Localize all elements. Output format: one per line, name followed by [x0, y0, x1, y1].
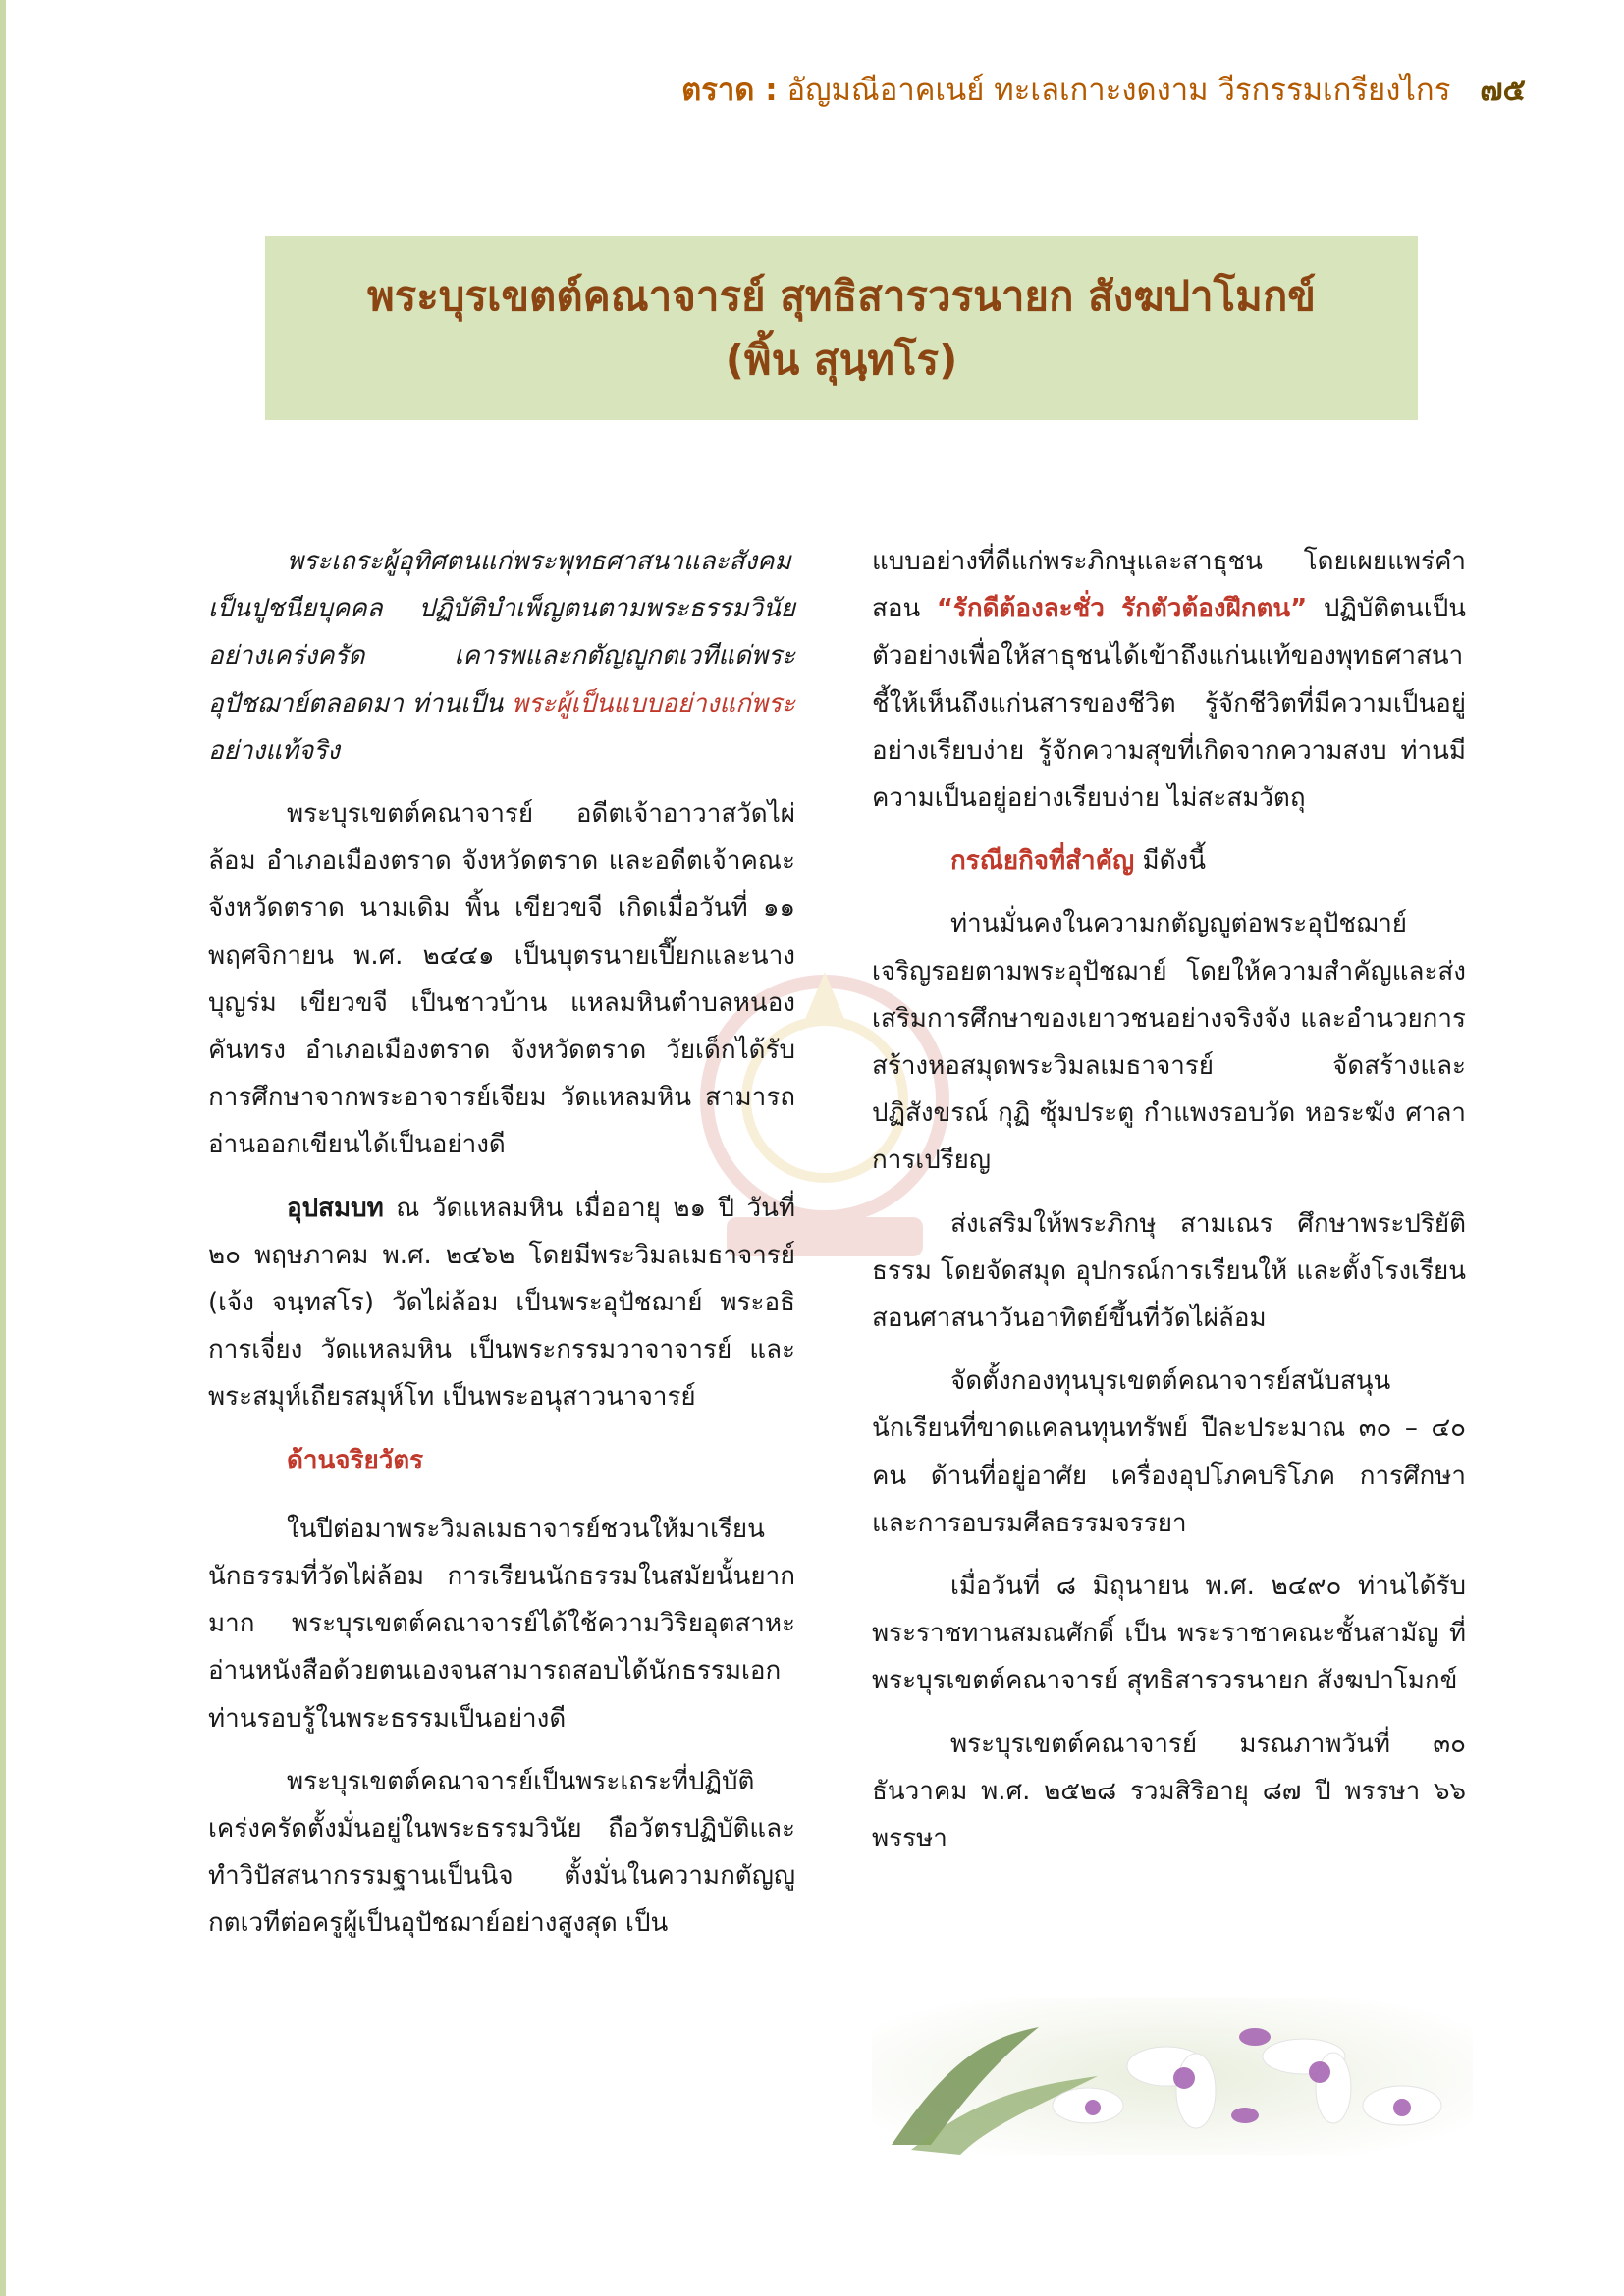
page-number: ๗๕ [1480, 73, 1526, 108]
intro-highlight: พระผู้เป็นแบบอย่างแก่พระ [512, 688, 795, 719]
paragraph-education: ส่งเสริมให้พระภิกษุ สามเณร ศึกษาพระปริยัติธรรม โดยจัดสมุด อุปกรณ์การเรียนให้ และตั้งโรงเรียนสอนศาสนาวันอาทิตย์ขึ้นที่วัดไผ่ล้อม [872, 1208, 1466, 1334]
paragraph-fund: จัดตั้งกองทุนบุรเขตต์คณาจารย์สนับสนุนนักเรียนที่ขาดแคลนทุนทรัพย์ ปีละประมาณ ๓๐ – ๔๐ คน ด้านที่อยู่อาศัย เครื่องอุปโภคบริโภค การศึกษา และการอบรมศีลธรรมจรรยา [872, 1366, 1466, 1538]
paragraph-teaching [872, 538, 1466, 822]
left-column [208, 538, 795, 1948]
header-prefix: ตราด : [681, 73, 778, 108]
right-column [872, 538, 1466, 1862]
section-heading-duties-line [872, 837, 1466, 884]
section-heading-conduct: ด้านจริยวัตร [287, 1445, 424, 1475]
paragraph-ordination [208, 1185, 795, 1421]
paragraph-biography: พระบุรเขตต์คณาจารย์ อดีตเจ้าอาวาสวัดไผ่ล้อม อำเภอเมืองตราด จังหวัดตราด และอดีตเจ้าคณะจังหวัดตราด นามเดิม พิ้น เขียวขจี เกิดเมื่อวันที่ ๑๑ พฤศจิกายน พ.ศ. ๒๔๔๑ เป็นบุตรนายเปี๊ยกและนางบุญร่ม เขียวขจี เป็นชาวบ้าน แหลมหินตำบลหนองคันทรง อำเภอเมืองตราด จังหวัดตราด วัยเด็กได้รับการศึกษาจากพระอาจารย์เจียม วัดแหลมหิน สามารถอ่านออกเขียนได้เป็นอย่างดี [208, 799, 795, 1160]
intro-paragraph [208, 538, 795, 774]
paragraph-rank: เมื่อวันที่ ๘ มิถุนายน พ.ศ. ๒๔๙๐ ท่านได้รับพระราชทานสมณศักดิ์ เป็น พระราชาคณะชั้นสามัญ ที่ พระบุรเขตต์คณาจารย์ สุทธิสารวรนายก สังฆปาโมกข์ [872, 1572, 1466, 1696]
section-heading-suffix: มีดังนี้ [1142, 846, 1206, 877]
paragraph-gratitude: ท่านมั่นคงในความกตัญญูต่อพระอุปัชฌาย์เจริญรอยตามพระอุปัชฌาย์ โดยให้ความสำคัญและส่งเสริมการศึกษาของเยาวชนอย่างจริงจัง และอำนวยการสร้างหอสมุดพระวิมลเมธาจารย์ จัดสร้างและปฏิสังขรณ์ กุฏิ ซุ้มประตู กำแพงรอบวัด หอระฆัง ศาลาการเปรียญ [872, 909, 1466, 1176]
intro-text: พระเถระผู้อุทิศตนแก่พระพุทธศาสนาและสังคม เป็นปูชนียบุคคล ปฏิบัติบำเพ็ญตนตามพระธรรมวินัยอย่างเคร่งครัด เคารพและกตัญญูกตเวทีแด่พระอุปัชฌาย์ตลอดมา ท่านเป็น [208, 547, 795, 719]
paragraph-study: ในปีต่อมาพระวิมลเมธาจารย์ชวนให้มาเรียนนักธรรมที่วัดไผ่ล้อม การเรียนนักธรรมในสมัยนั้นยากมาก พระบุรเขตต์คณาจารย์ได้ใช้ความวิริยอุตสาหะอ่านหนังสือด้วยตนเองจนสามารถสอบได้นักธรรมเอก ท่านรอบรู้ในพระธรรมเป็นอย่างดี [208, 1514, 795, 1734]
running-header [681, 65, 1526, 114]
title-line-2: (พิ้น สุนฺทโร) [725, 336, 958, 384]
teaching-quote: “รักดีต้องละชั่ว รักตัวต้องฝึกตน” [936, 594, 1308, 624]
intro-text-end: อย่างแท้จริง [208, 735, 340, 766]
paragraph-passing: พระบุรเขตต์คณาจารย์ มรณภาพวันที่ ๓๐ ธันวาคม พ.ศ. ๒๕๒๘ รวมสิริอายุ ๘๗ ปี พรรษา ๖๖ พรรษา [872, 1729, 1466, 1854]
page-edge-rule [0, 0, 6, 2296]
teaching-text: แบบอย่างที่ดีแก่พระภิกษุและสาธุชน โดยเผยแพร่คำสอน [872, 547, 1466, 624]
title-line-1: พระบุรเขตต์คณาจารย์ สุทธิสารวรนายก สังฆปาโมกข์ [366, 271, 1317, 320]
ordination-text: ณ วัดแหลมหิน เมื่ออายุ ๒๑ ปี วันที่ ๒๐ พฤษภาคม พ.ศ. ๒๔๖๒ โดยมีพระวิมลเมธาจารย์ (เจ้ง จนฺทสโร) วัดไผ่ล้อม เป็นพระอุปัชฌาย์ พระอธิการเจี่ยง วัดแหลมหิน เป็นพระกรรมวาจาจารย์ และพระสมุห์เถียรสมุห์โท เป็นพระอนุสาวนาจารย์ [208, 1193, 795, 1413]
orchid-photo [872, 1998, 1473, 2155]
paragraph-practice: พระบุรเขตต์คณาจารย์เป็นพระเถระที่ปฏิบัติเคร่งครัดตั้งมั่นอยู่ในพระธรรมวินัย ถือวัตรปฏิบัติและทำวิปัสสนากรรมฐานเป็นนิจ ตั้งมั่นในความกตัญญูกตเวทีต่อครูผู้เป็นอุปัชฌาย์อย่างสูงสุด เป็น [208, 1766, 795, 1939]
teaching-text-end: ปฏิบัติตนเป็นตัวอย่างเพื่อให้สาธุชนได้เข้าถึงแก่นแท้ของพุทธศาสนา ชี้ให้เห็นถึงแก่นสารของชีวิต รู้จักชีวิตที่มีความเป็นอยู่อย่างเรียบง่าย รู้จักความสุขที่เกิดจากความสงบ ท่านมีความเป็นอยู่อย่างเรียบง่าย ไม่สะสมวัตถุ [872, 594, 1466, 814]
section-heading-duties: กรณียกิจที่สำคัญ [950, 846, 1135, 877]
ordination-label: อุปสมบท [287, 1193, 384, 1223]
header-subtitle: อัญมณีอาคเนย์ ทะเลเกาะงดงาม วีรกรรมเกรียงไกร [786, 73, 1451, 108]
title-banner [265, 236, 1418, 420]
